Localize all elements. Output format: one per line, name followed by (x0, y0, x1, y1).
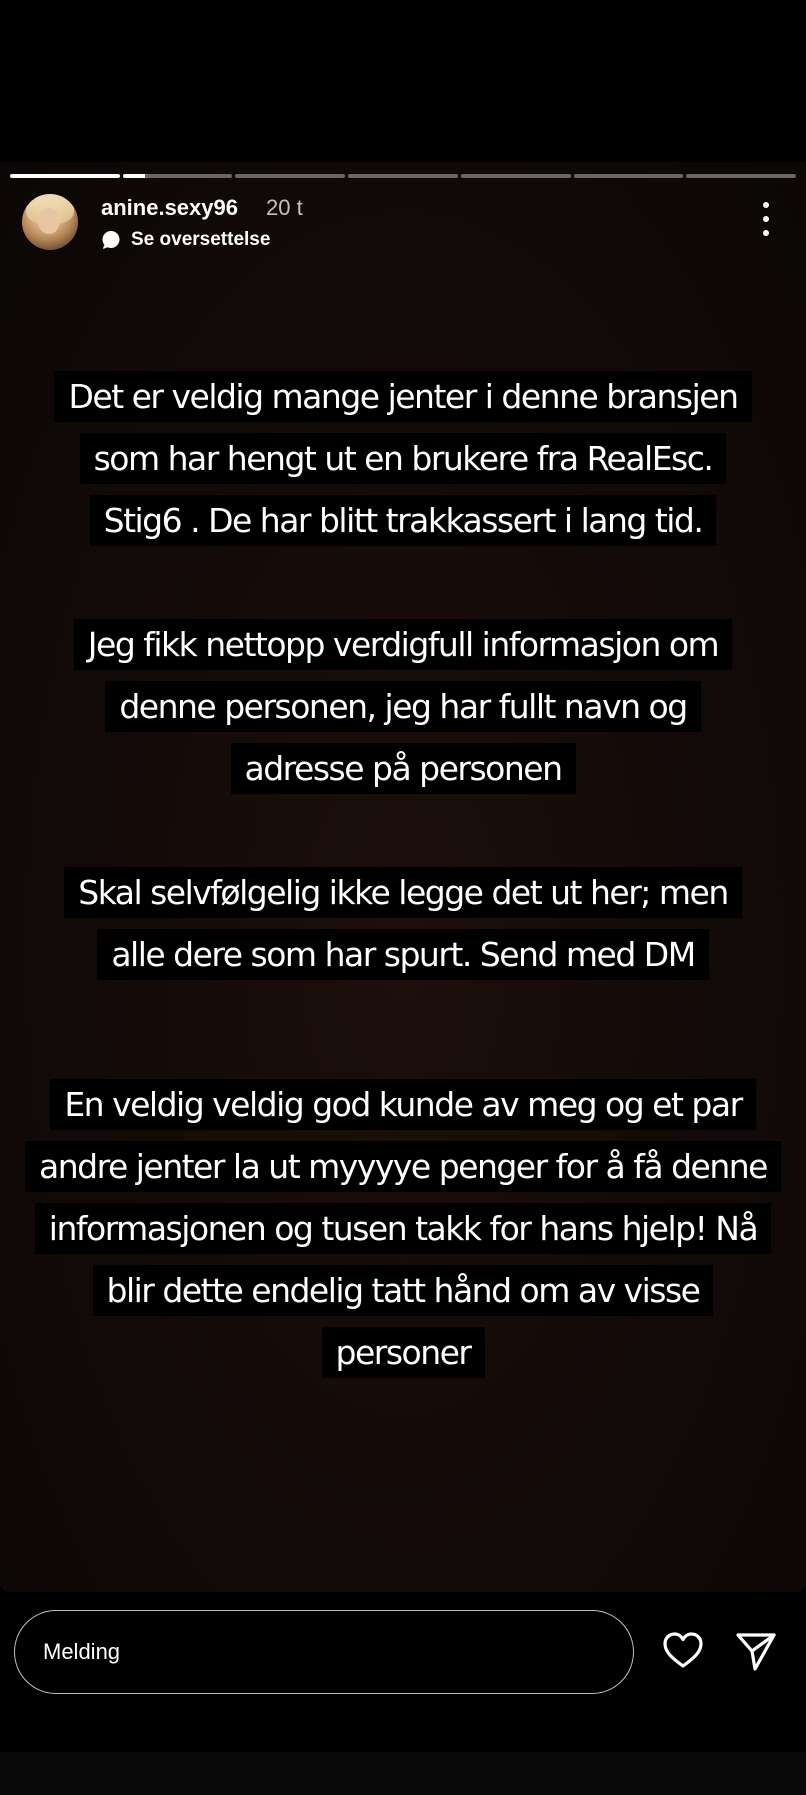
story-line: andre jenter la ut myyyye penger for å få denne (25, 1141, 781, 1192)
story-paragraph (23, 366, 783, 552)
speech-bubble-icon (101, 230, 121, 250)
story-line: informasjonen og tusen takk for hans hjelp! Nå (35, 1203, 771, 1254)
story-line: Skal selvfølgelig ikke legge det ut her; men (64, 867, 742, 918)
translate-label: Se oversettelse (131, 229, 271, 250)
username[interactable]: anine.sexy96 (101, 195, 238, 220)
story-line: som har hengt ut en brukere fra RealEsc. (80, 433, 727, 484)
story-line: blir dette endelig tatt hånd om av visse (93, 1265, 714, 1316)
reply-bar (0, 1592, 806, 1752)
translate-button[interactable] (101, 228, 270, 252)
story-line: Stig6 . De har blitt trakkassert i lang tid. (90, 495, 717, 546)
progress-segment (235, 174, 345, 178)
more-vertical-icon[interactable] (760, 202, 772, 236)
story-line: Det er veldig mange jenter i denne bransjen (54, 371, 751, 422)
progress-segment (123, 174, 233, 178)
story-line: denne personen, jeg har fullt navn og (105, 681, 700, 732)
story-paragraph (23, 1074, 783, 1384)
avatar[interactable] (22, 194, 78, 250)
story-line: adresse på personen (231, 743, 576, 794)
story-paragraph (23, 614, 783, 800)
story-header (22, 194, 792, 254)
send-icon[interactable] (733, 1628, 779, 1674)
story-line: Jeg fikk nettopp verdigfull informasjon om (74, 619, 732, 670)
story-line: personer (322, 1327, 485, 1378)
time-ago: 20 t (266, 195, 303, 220)
progress-segment (10, 174, 120, 178)
progress-segment (574, 174, 684, 178)
story-line: alle dere som har spurt. Send med DM (97, 929, 708, 980)
heart-icon[interactable] (660, 1628, 706, 1674)
system-navigation-bar (0, 1752, 806, 1795)
story-line: En veldig veldig god kunde av meg og et par (50, 1079, 755, 1130)
story-paragraph (23, 862, 783, 986)
progress-segment (348, 174, 458, 178)
message-placeholder: Melding (43, 1639, 121, 1664)
story-progress-bar (10, 174, 796, 178)
progress-segment (461, 174, 571, 178)
message-input[interactable] (14, 1610, 634, 1694)
progress-segment (686, 174, 796, 178)
